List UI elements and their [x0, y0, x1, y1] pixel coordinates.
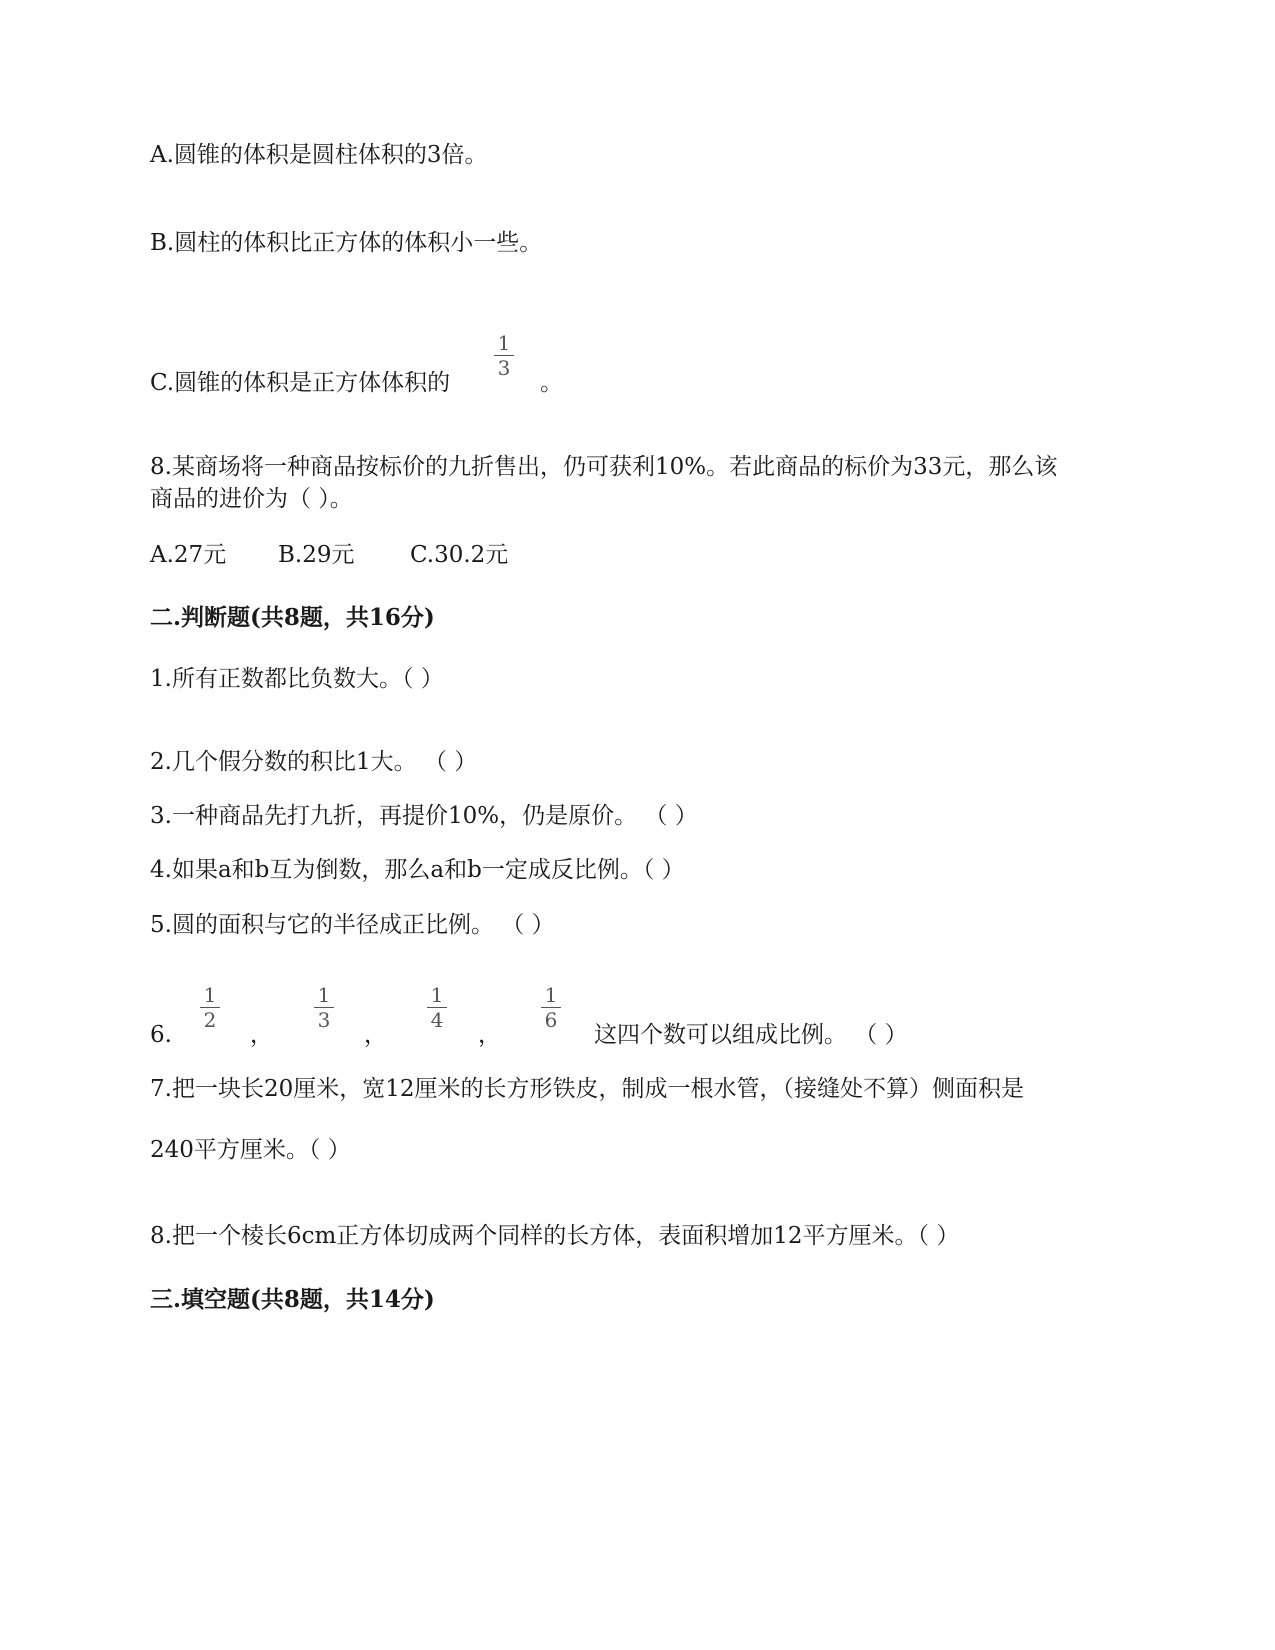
section3-heading: 三.填空题(共8题，共14分): [150, 1286, 435, 1313]
s2-question-6-prefix: 6.: [150, 1022, 172, 1048]
q6-fraction-4: [539, 984, 563, 1031]
s2-question-7-line1: 7.把一块长20厘米，宽12厘米的长方形铁皮，制成一根水管，（接缝处不算）侧面积是: [150, 1076, 1024, 1102]
q6-separator-3: ，: [478, 1022, 501, 1048]
q6-fraction-1: [198, 984, 222, 1031]
fraction-numerator: 1: [430, 983, 444, 1007]
q6-separator-1: ，: [250, 1022, 273, 1048]
q8-text-line2: 商品的进价为（ ）。: [150, 486, 353, 512]
q8-option-b: B.29元: [278, 542, 355, 568]
q7-option-c-fraction: [492, 332, 516, 379]
fraction-denominator: 4: [430, 1008, 444, 1032]
fraction-numerator: 1: [544, 983, 558, 1007]
q7-option-b: B.圆柱的体积比正方体的体积小一些。: [150, 230, 543, 256]
fraction-denominator: 3: [497, 356, 511, 380]
fraction-numerator: 1: [317, 983, 331, 1007]
s2-question-2: 2.几个假分数的积比1大。 （ ）: [150, 749, 478, 775]
fraction-denominator: 3: [317, 1008, 331, 1032]
q6-separator-2: ，: [364, 1022, 387, 1048]
q7-option-c-suffix: 。: [540, 370, 563, 396]
fraction-denominator: 6: [544, 1008, 558, 1032]
q8-option-c: C.30.2元: [410, 542, 509, 568]
q8-option-a: A.27元: [150, 542, 227, 568]
fraction-denominator: 2: [203, 1008, 217, 1032]
q6-suffix: 这四个数可以组成比例。 （ ）: [594, 1022, 908, 1048]
s2-question-3: 3.一种商品先打九折，再提价10%，仍是原价。 （ ）: [150, 803, 698, 829]
s2-question-1: 1.所有正数都比负数大。（ ）: [150, 666, 444, 692]
s2-question-4: 4.如果a和b互为倒数，那么a和b一定成反比例。（ ）: [150, 857, 685, 883]
section2-heading: 二.判断题(共8题，共16分): [150, 604, 435, 631]
s2-question-8: 8.把一个棱长6cm正方体切成两个同样的长方体，表面积增加12平方厘米。（ ）: [150, 1223, 960, 1249]
fraction-numerator: 1: [203, 983, 217, 1007]
s2-question-7-line2: 240平方厘米。（ ）: [150, 1137, 351, 1163]
q7-option-c-prefix: C.圆锥的体积是正方体体积的: [150, 370, 451, 396]
q6-fraction-3: [425, 984, 449, 1031]
fraction-numerator: 1: [497, 331, 511, 355]
q8-text-line1: 8.某商场将一种商品按标价的九折售出，仍可获利10%。若此商品的标价为33元，那么该: [150, 454, 1058, 480]
s2-question-5: 5.圆的面积与它的半径成正比例。 （ ）: [150, 912, 555, 938]
q6-fraction-2: [312, 984, 336, 1031]
q7-option-a: A.圆锥的体积是圆柱体积的3倍。: [150, 142, 488, 168]
